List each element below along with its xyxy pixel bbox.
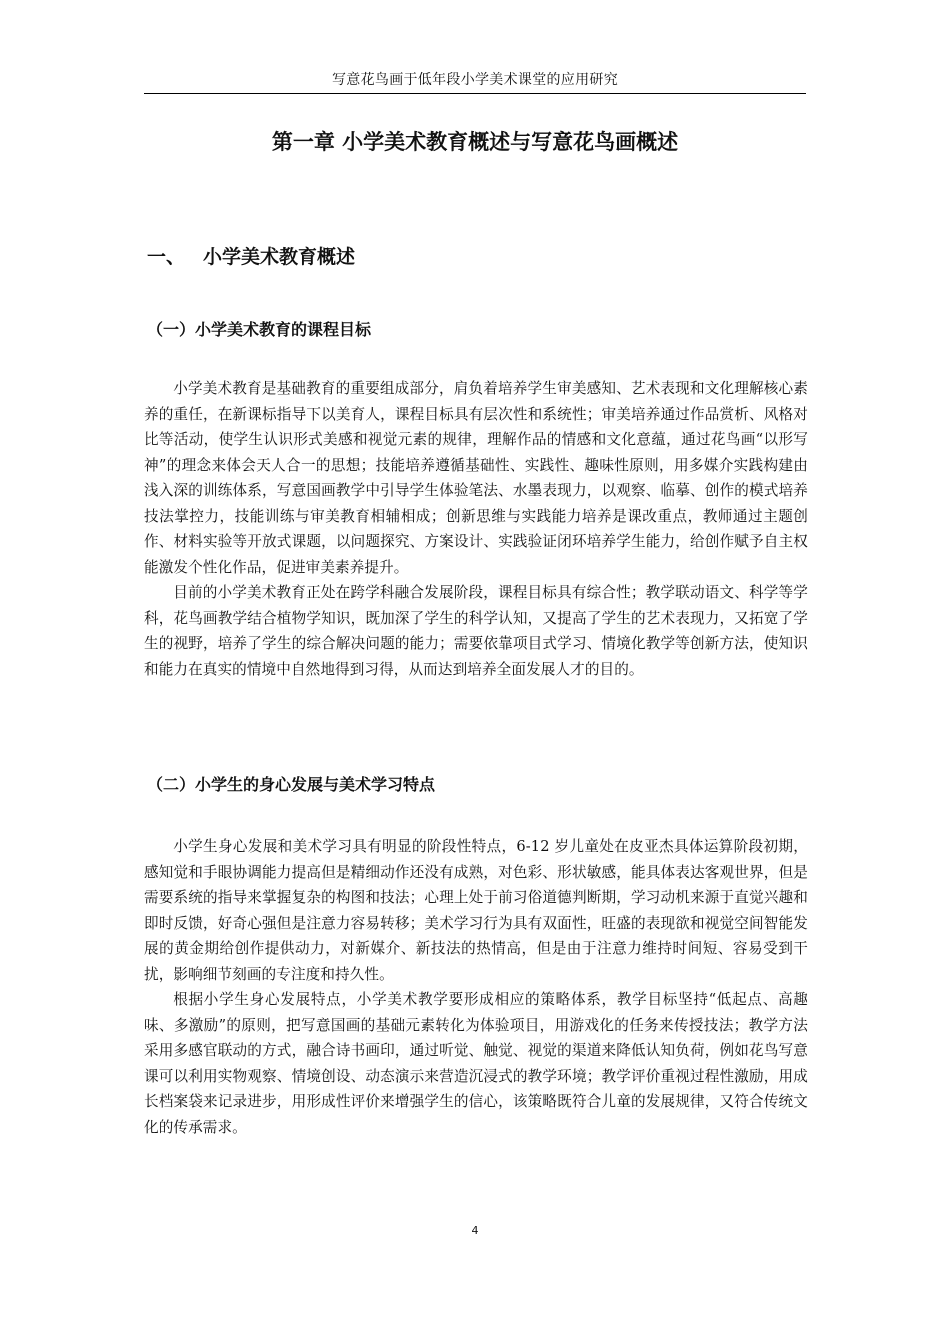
subsection-1-body bbox=[144, 376, 808, 682]
page-number: 4 bbox=[471, 1224, 479, 1237]
paragraph: 小学美术教育是基础教育的重要组成部分，肩负着培养学生审美感知、艺术表现和文化理解核心素养的重任，在新课标指导下以美育人，课程目标具有层次性和系统性；审美培养通过作品赏析、风格对比等活动，使学生认识形式美感和视觉元素的规律，理解作品的情感和文化意蕴，通过花鸟画“以形写神”的理念来体会天人合一的思想；技能培养遵循基础性、实践性、趣味性原则，用多媒介实践构建由浅入深的训练体系，写意国画教学中引导学生体验笔法、水墨表现力，以观察、临摹、创作的模式培养技法掌控力，技能训练与审美教育相辅相成；创新思维与实践能力培养是课改重点，教师通过主题创作、材料实验等开放式课题，以问题探究、方案设计、实践验证闭环培养学生能力，给创作赋予自主权能激发个性化作品，促进审美素养提升。 bbox=[144, 380, 808, 576]
subsection-heading-2: （二）小学生的身心发展与美术学习特点 bbox=[147, 775, 436, 794]
header-divider bbox=[144, 93, 806, 94]
running-header-title: 写意花鸟画于低年段小学美术课堂的应用研究 bbox=[332, 72, 618, 88]
paragraph: 小学生身心发展和美术学习具有明显的阶段性特点，6-12 岁儿童处在皮亚杰具体运算阶段初期，感知觉和手眼协调能力提高但是精细动作还没有成熟，对色彩、形状敏感，能具体表达客观世界，但是需要系统的指导来掌握复杂的构图和技法；心理上处于前习俗道德判断期，学习动机来源于直觉兴趣和即时反馈，好奇心强但是注意力容易转移；美术学习行为具有双面性，旺盛的表现欲和视觉空间智能发展的黄金期给创作提供动力，对新媒介、新技法的热情高，但是由于注意力维持时间短、容易受到干扰，影响细节刻画的专注度和持久性。 bbox=[144, 838, 808, 983]
section-heading bbox=[147, 243, 355, 271]
paragraph: 根据小学生身心发展特点，小学美术教学要形成相应的策略体系，教学目标坚持“低起点、高趣味、多激励”的原则，把写意国画的基础元素转化为体验项目，用游戏化的任务来传授技法；教学方法采用多感官联动的方式，融合诗书画印，通过听觉、触觉、视觉的渠道来降低认知负荷，例如花鸟写意课可以利用实物观察、情境创设、动态演示来营造沉浸式的教学环境；教学评价重视过程性激励，用成长档案袋来记录进步，用形成性评价来增强学生的信心，该策略既符合儿童的发展规律，又符合传统文化的传承需求。 bbox=[144, 991, 808, 1136]
subsection-2-body bbox=[144, 834, 808, 1140]
paragraph: 目前的小学美术教育正处在跨学科融合发展阶段，课程目标具有综合性；教学联动语文、科学等学科，花鸟画教学结合植物学知识，既加深了学生的科学认知，又提高了学生的艺术表现力，又拓宽了学生的视野，培养了学生的综合解决问题的能力；需要依靠项目式学习、情境化教学等创新方法，使知识和能力在真实的情境中自然地得到习得，从而达到培养全面发展人才的目的。 bbox=[144, 584, 808, 678]
section-number: 一、 bbox=[147, 246, 186, 268]
subsection-heading-1: （一）小学美术教育的课程目标 bbox=[147, 320, 372, 339]
chapter-title: 第一章 小学美术教育概述与写意花鸟画概述 bbox=[271, 130, 679, 154]
section-title: 小学美术教育概述 bbox=[203, 246, 356, 268]
